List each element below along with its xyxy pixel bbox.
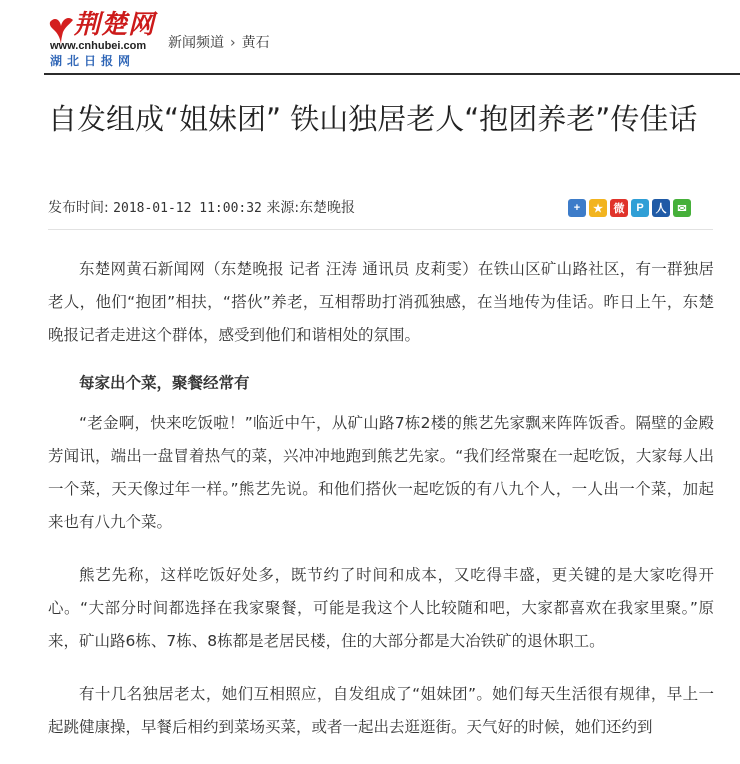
weibo-icon[interactable]: 微	[610, 199, 628, 217]
article-paragraph: “老金啊，快来吃饭啦！”临近中午，从矿山路7栋2楼的熊艺先家飘来阵阵饭香。隔壁的金殿芳闻讯，端出一盘冒着热气的菜，兴冲冲地跑到熊艺先家。“我们经常聚在一起吃饭，大家每人出一个菜，天天像过年一样。”熊艺先说。和他们搭伙一起吃饭的有八九个人，一人出一个菜，加起来也有八九个菜。	[48, 414, 714, 531]
breadcrumb	[168, 34, 270, 52]
source-label: 来源:	[266, 200, 300, 216]
header-divider	[44, 73, 740, 75]
logo-paper-name: 湖北日报网	[50, 54, 136, 68]
logo-url: www.cnhubei.com	[50, 40, 147, 52]
article-title: 自发组成“姐妹团” 铁山独居老人“抱团养老”传佳话	[48, 102, 698, 136]
wechat-icon[interactable]: ✉	[673, 199, 691, 217]
breadcrumb-news-channel[interactable]: 新闻频道	[168, 35, 224, 51]
article-meta	[48, 198, 355, 219]
breadcrumb-separator: ›	[230, 35, 236, 51]
source-name: 东楚晚报	[299, 200, 356, 216]
tencent-weibo-icon[interactable]: P	[631, 199, 649, 217]
breadcrumb-huangshi[interactable]: 黄石	[241, 35, 270, 51]
article-paragraph: 熊艺先称，这样吃饭好处多，既节约了时间和成本，又吃得丰盛，更关键的是大家吃得开心。“大部分时间都选择在我家聚餐，可能是我这个人比较随和吧，大家都喜欢在我家里聚。”原来，矿山路6栋、7栋、8栋都是老居民楼，住的大部分都是大冶铁矿的退休职工。	[48, 566, 714, 650]
logo-text: 荆楚网	[74, 10, 156, 40]
publish-time-label: 发布时间:	[48, 200, 109, 216]
share-toolbar	[568, 199, 691, 217]
renren-icon[interactable]: 人	[652, 199, 670, 217]
site-header	[0, 0, 740, 74]
article-body	[48, 253, 714, 764]
meta-divider	[48, 229, 713, 230]
article-paragraph: 有十几名独居老太，她们互相照应，自发组成了“姐妹团”。她们每天生活很有规律，早上一起跳健康操，早餐后相约到菜场买菜，或者一起出去逛逛街。天气好的时候，她们还约到	[48, 685, 714, 736]
article-paragraph: 东楚网黄石新闻网（东楚晚报 记者 汪涛 通讯员 皮莉雯）在铁山区矿山路社区，有一群独居老人，他们“抱团”相扶，“搭伙”养老，互相帮助打消孤独感，在当地传为佳话。昨日上午，东楚晚报记者走进这个群体，感受到他们和谐相处的氛围。	[48, 260, 714, 344]
article-subheading: 每家出个菜，聚餐经常有	[79, 374, 250, 392]
share-more-icon[interactable]: +	[568, 199, 586, 217]
site-logo[interactable]	[44, 10, 166, 68]
qzone-icon[interactable]: ★	[589, 199, 607, 217]
publish-time: 2018-01-12 11:00:32	[113, 201, 262, 216]
